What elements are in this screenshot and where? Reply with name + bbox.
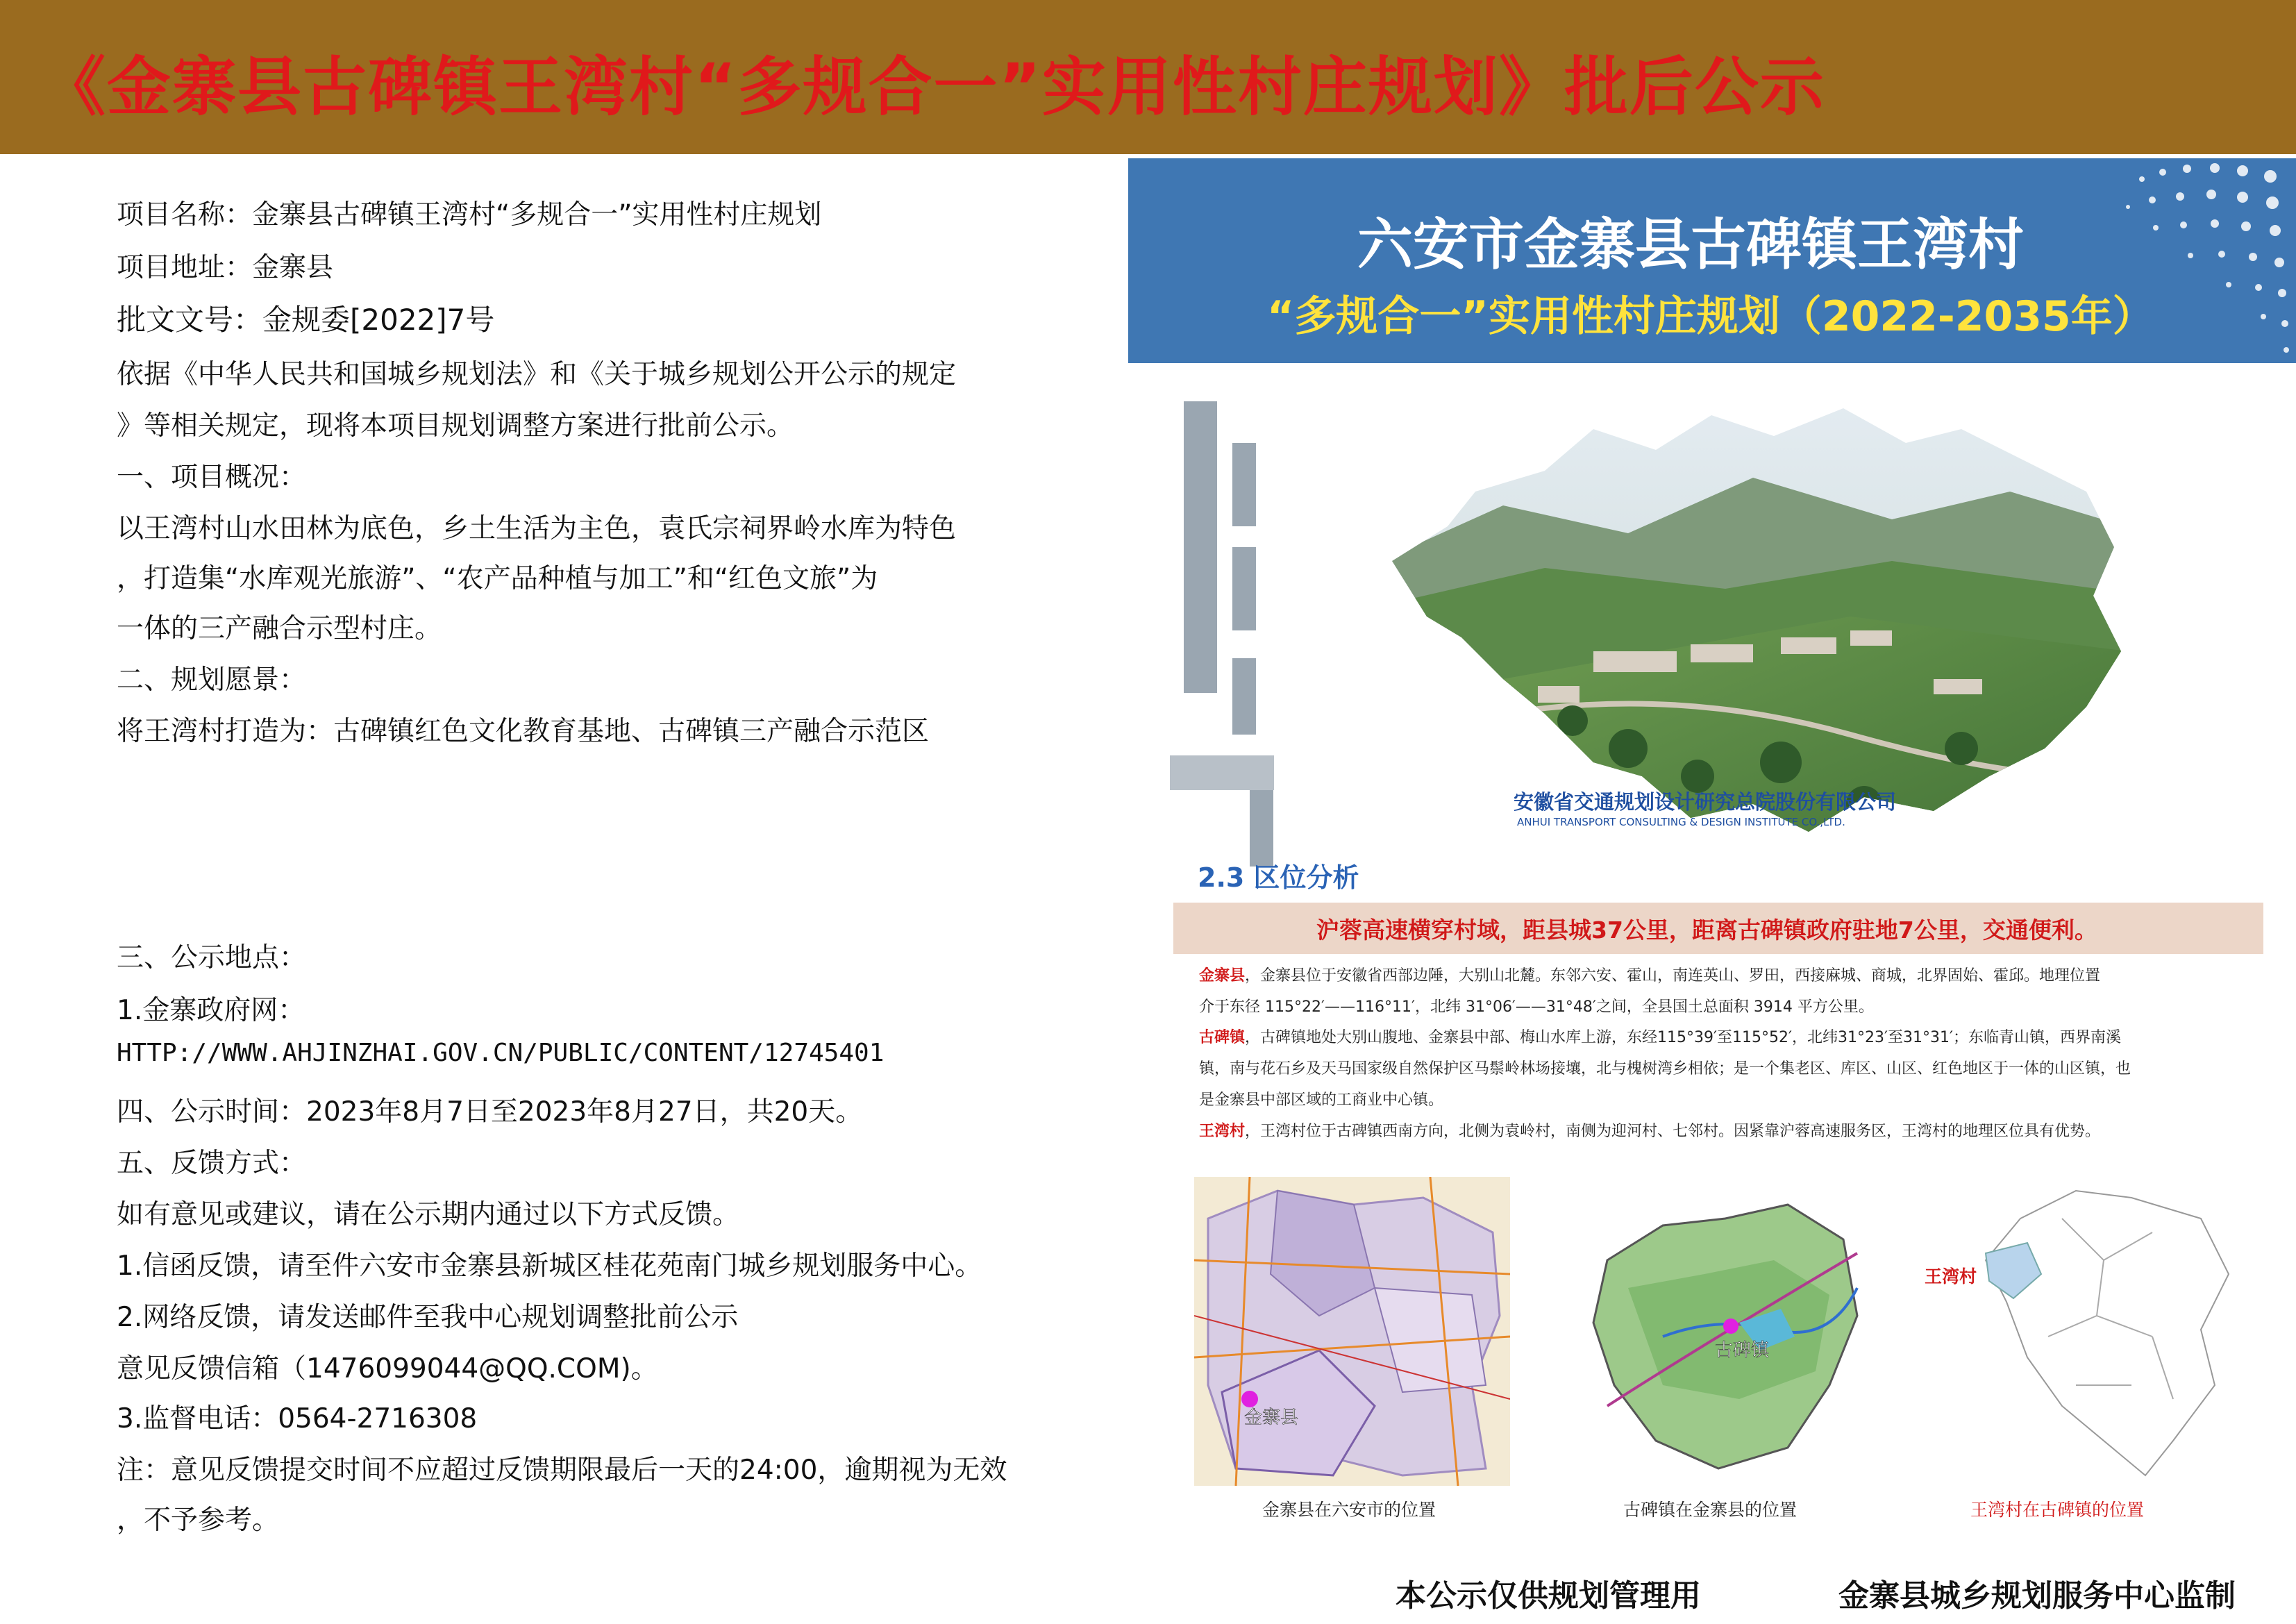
gubei-paragraph-line-3: 是金寨县中部区域的工商业中心镇。 — [1199, 1091, 1444, 1109]
footer-issuer: 金寨县城乡规划服务中心监制 — [1838, 1578, 2236, 1614]
feedback-letter-line: 1.信函反馈，请至件六安市金寨县新城区桂花苑南门城乡规划服务中心。 — [117, 1250, 982, 1282]
basis-line-2: 》等相关规定，现将本项目规划调整方案进行批前公示。 — [117, 410, 794, 442]
feedback-email-line-1: 2.网络反馈，请发送邮件至我中心规划调整批前公示 — [117, 1302, 739, 1333]
header-banner — [0, 0, 2296, 154]
overview-line-1: 以王湾村山水田林为底色，乡土生活为主色，袁氏宗祠界岭水库为特色 — [117, 513, 957, 544]
phone-line: 3.监督电话：0564-2716308 — [117, 1403, 478, 1434]
location-site-line: 1.金寨政府网： — [117, 995, 305, 1026]
highlight-text: 沪蓉高速横穿村域，距县城37公里，距离古碑镇政府驻地7公里，交通便利。 — [1316, 916, 2097, 944]
website-url-link[interactable]: HTTP://WWW.AHJINZHAI.GOV.CN/PUBLIC/CONTENT/12745401 — [117, 1039, 885, 1067]
company-name-cn: 安徽省交通规划设计研究总院股份有限公司 — [1514, 790, 1897, 814]
map-gubei-in-jinzhai — [1566, 1177, 1885, 1486]
footer-usage-note: 本公示仅供规划管理用 — [1396, 1578, 1701, 1614]
decorative-shape — [1232, 547, 1256, 630]
cover-subtitle: “多规合一”实用性村庄规划（2022-2035年） — [1267, 292, 2154, 341]
overview-line-3: 一体的三产融合示型村庄。 — [117, 613, 442, 644]
page-title: 《金寨县古碑镇王湾村“多规合一”实用性村庄规划》批后公示 — [42, 50, 1825, 124]
section-2-3-title: 2.3 区位分析 — [1198, 862, 1359, 893]
gubei-label: 古碑镇 — [1199, 1029, 1246, 1046]
jinzhai-paragraph-line-2: 介于东径 115°22′——116°11′，北纬 31°06′——31°48′之间，全县国土总面积 3914 平方公里。 — [1199, 998, 1874, 1016]
plan-cover — [1128, 158, 2296, 946]
basis-line-1: 依据《中华人民共和国城乡规划法》和《关于城乡规划公开公示的规定 — [117, 359, 957, 390]
decorative-shape — [1170, 755, 1274, 790]
map-caption-1: 金寨县在六安市的位置 — [1262, 1500, 1436, 1520]
period-line: 四、公示时间：2023年8月7日至2023年8月27日，共20天。 — [117, 1096, 863, 1128]
section-vision-heading: 二、规划愿景： — [117, 664, 307, 696]
decorative-shape — [1232, 443, 1256, 526]
decorative-shape — [1232, 658, 1256, 735]
map-caption-2: 古碑镇在金寨县的位置 — [1623, 1500, 1798, 1520]
company-name-en: ANHUI TRANSPORT CONSULTING & DESIGN INSTITUTE CO.,LTD. — [1517, 816, 1845, 828]
project-name-line: 项目名称：金寨县古碑镇王湾村“多规合一”实用性村庄规划 — [117, 199, 822, 231]
cover-header — [1128, 158, 2296, 363]
decorative-shape — [1250, 790, 1273, 867]
map-label-wangwan: 王湾村 — [1925, 1266, 1977, 1287]
map-jinzhai-in-luan — [1194, 1177, 1510, 1486]
wangwan-paragraph-line-1: 王湾村，王湾村位于古碑镇西南方向，北侧为袁岭村，南侧为迎河村、七邻村。因紧靠沪蓉高速服务区，王湾村的地理区位具有优势。 — [1199, 1123, 2101, 1140]
map-label-gubei: 古碑镇 — [1715, 1340, 1770, 1361]
project-address-line: 项目地址：金寨县 — [117, 252, 334, 283]
section-feedback-heading: 五、反馈方式： — [117, 1148, 307, 1179]
map-label-jinzhai: 金寨县 — [1244, 1407, 1299, 1428]
note-line-2: ，不予参考。 — [117, 1505, 280, 1536]
vision-line: 将王湾村打造为：古碑镇红色文化教育基地、古碑镇三产融合示范区 — [117, 716, 930, 747]
overview-line-2: ，打造集“水库观光旅游”、“农产品种植与加工”和“红色文旅”为 — [117, 563, 878, 594]
feedback-intro-line: 如有意见或建议，请在公示期内通过以下方式反馈。 — [117, 1199, 740, 1230]
decorative-shape — [1184, 401, 1217, 693]
map-wangwan-in-gubei — [1923, 1177, 2243, 1486]
jinzhai-label: 金寨县 — [1199, 967, 1246, 985]
map-caption-3: 王湾村在古碑镇的位置 — [1970, 1500, 2145, 1520]
cover-title: 六安市金寨县古碑镇王湾村 — [1357, 212, 2024, 277]
gubei-paragraph-line-1: 古碑镇，古碑镇地处大别山腹地、金寨县中部、梅山水库上游，东经115°39′至115°52′，北纬31°23′至31°31′；东临青山镇，西界南溪 — [1199, 1029, 2121, 1046]
approval-number-line: 批文文号：金规委[2022]7号 — [117, 303, 495, 337]
wangwan-label: 王湾村 — [1199, 1123, 1246, 1140]
feedback-email-line-2[interactable]: 意见反馈信箱（1476099044@QQ.COM)。 — [117, 1353, 658, 1384]
gubei-paragraph-line-2: 镇，南与花石乡及天马国家级自然保护区马鬃岭林场接壤，北与槐树湾乡相依；是一个集老区、库区、山区、红色地区于一体的山区镇，也 — [1199, 1060, 2131, 1078]
section-overview-heading: 一、项目概况： — [117, 462, 307, 493]
section-location-heading: 三、公示地点： — [117, 942, 307, 973]
note-line-1: 注：意见反馈提交时间不应超过反馈期限最后一天的24:00，逾期视为无效 — [117, 1455, 1007, 1486]
jinzhai-paragraph-line-1: 金寨县，金寨县位于安徽省西部边陲，大别山北麓。东邻六安、霍山，南连英山、罗田，西接麻城、商城，北界固始、霍邱。地理位置 — [1199, 967, 2101, 985]
